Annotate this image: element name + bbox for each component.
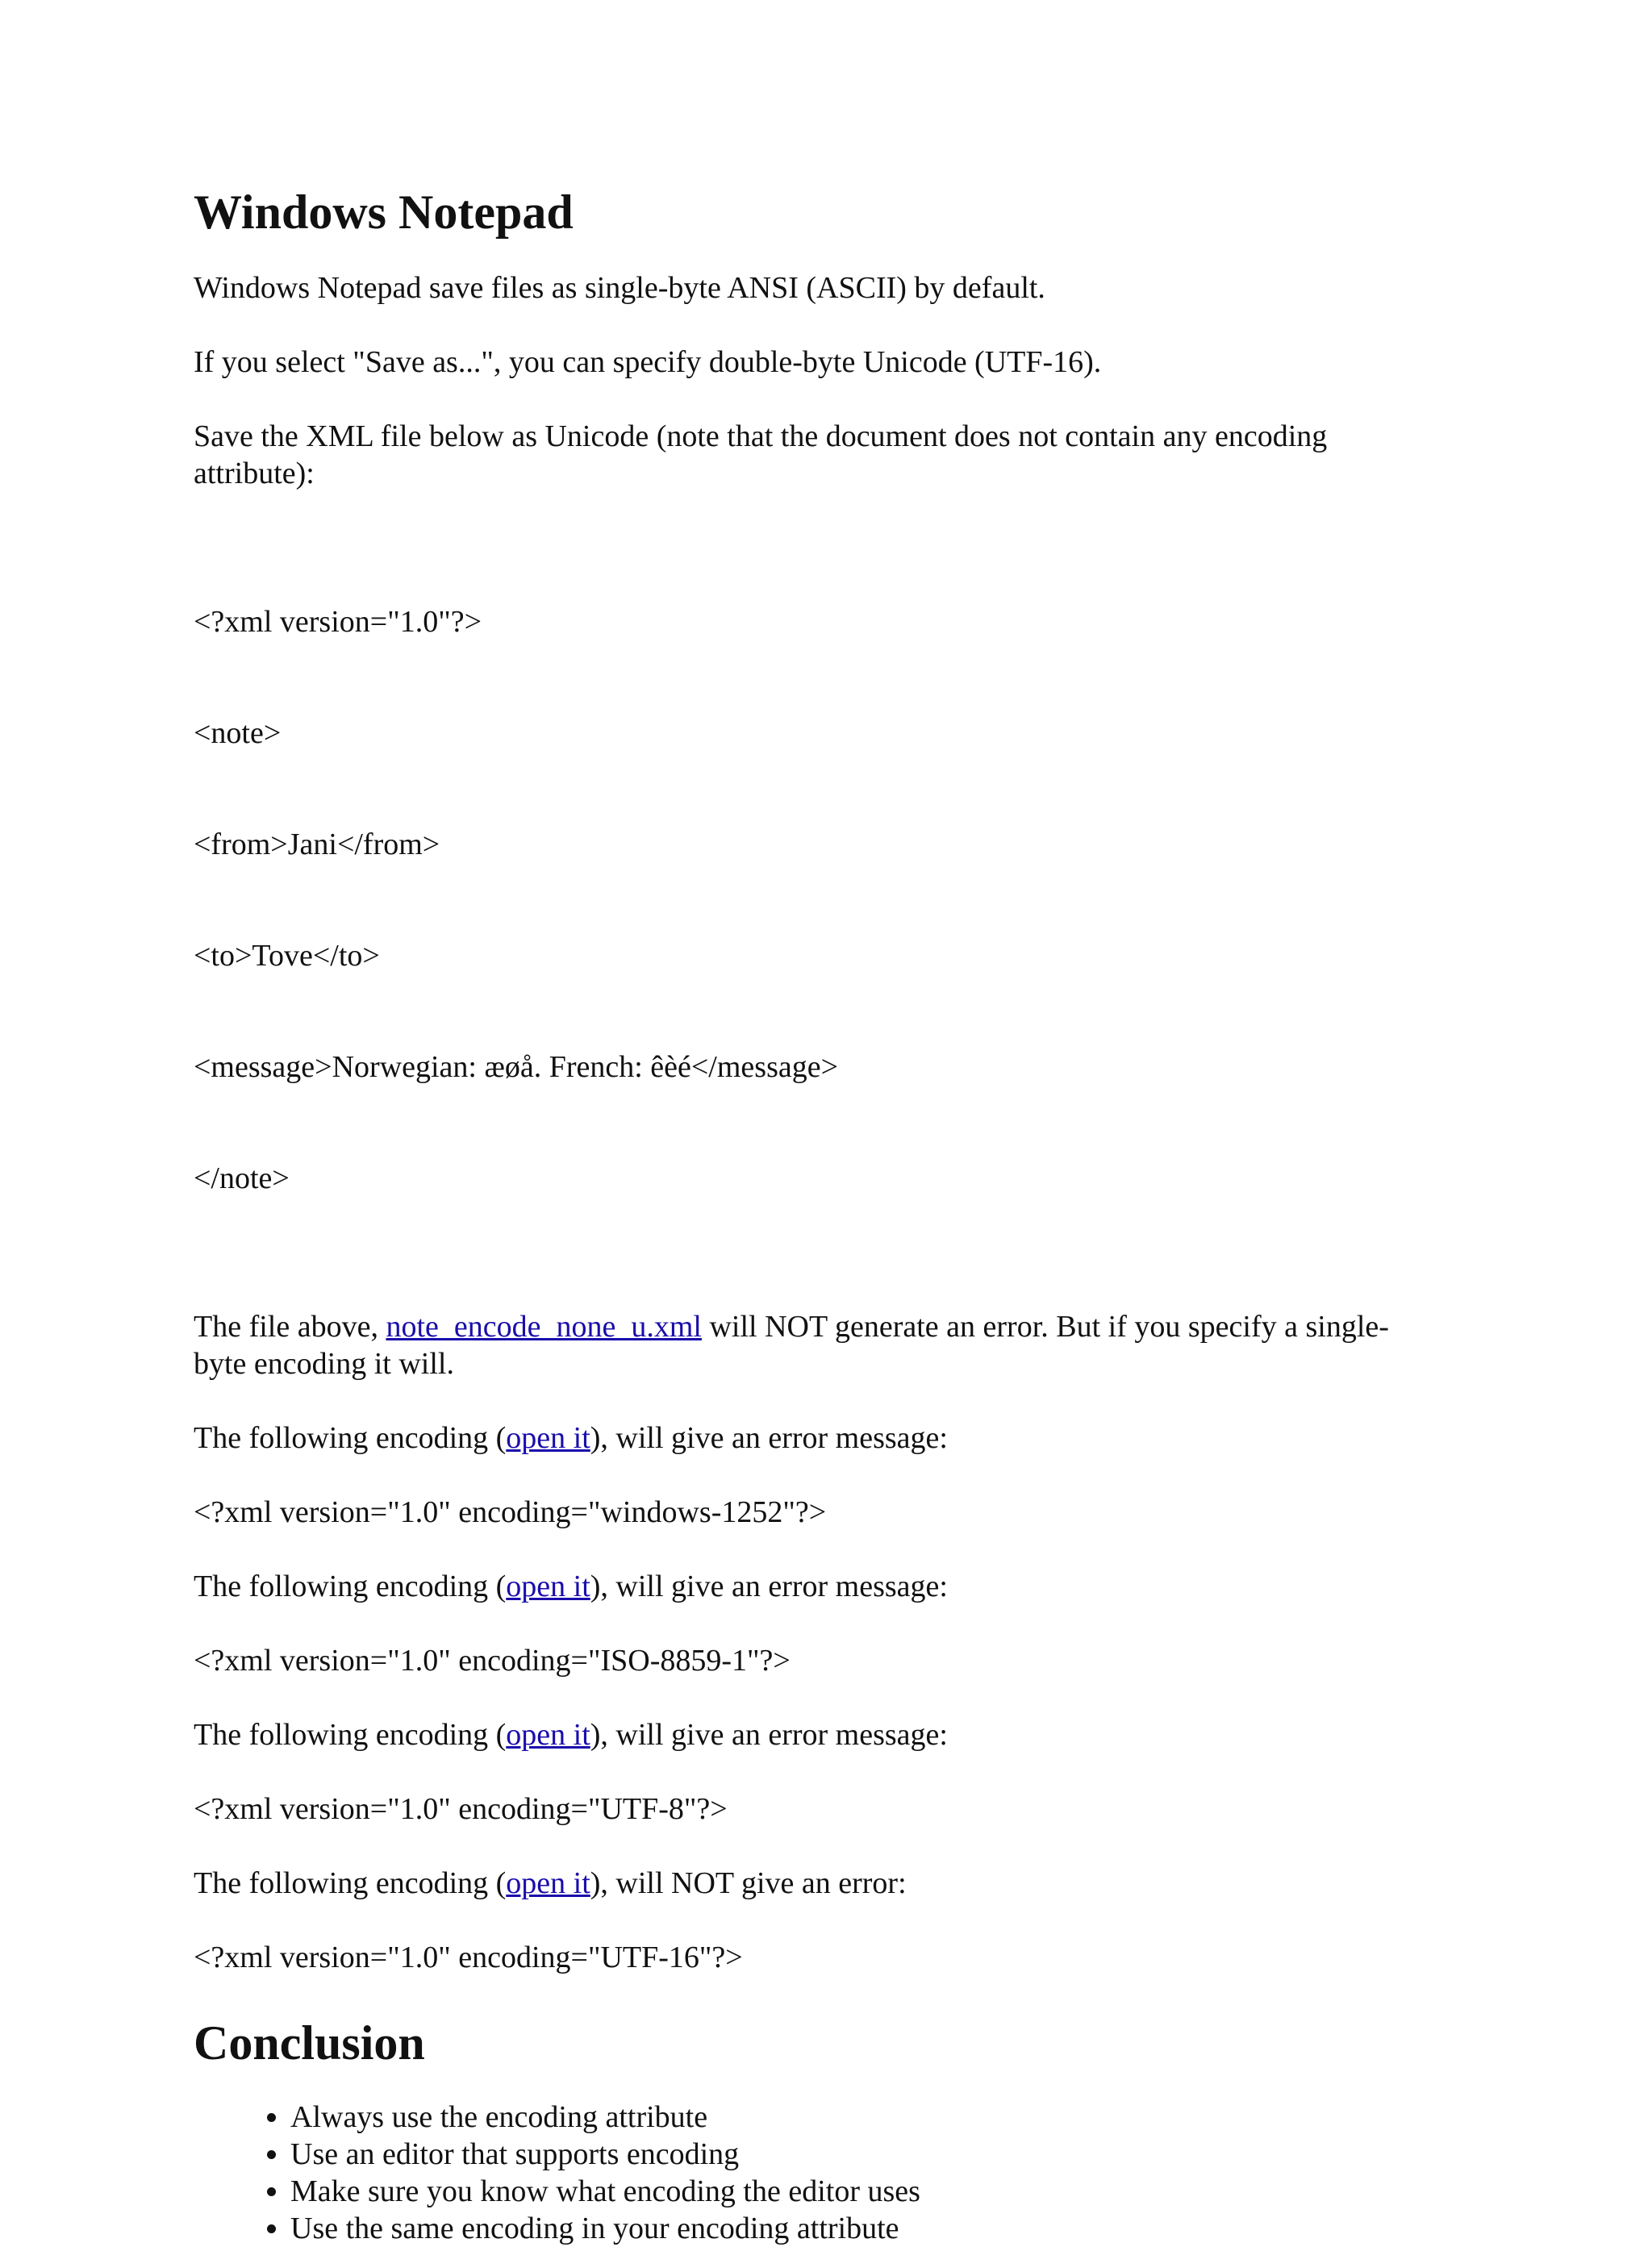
- xml-line: <?xml version="1.0"?>: [194, 605, 482, 639]
- heading-conclusion: Conclusion: [194, 2016, 425, 2070]
- heading-windows-notepad: Windows Notepad: [194, 186, 574, 239]
- paragraph-save-as: If you select "Save as...", you can specify double-byte Unicode (UTF-16).: [194, 345, 1102, 379]
- paragraph-example-iso-8859-1: [194, 1568, 1404, 1605]
- conclusion-list: [194, 2099, 1404, 2247]
- text-after-link: ), will give an error message:: [590, 1718, 948, 1752]
- link-open-it-iso-8859-1[interactable]: open it: [506, 1570, 590, 1603]
- link-open-it-windows-1252[interactable]: open it: [506, 1421, 590, 1455]
- text-before-link: The following encoding (: [194, 1718, 507, 1752]
- text-before-link: The following encoding (: [194, 1421, 507, 1455]
- link-note-encode-none-u-xml[interactable]: note_encode_none_u.xml: [386, 1310, 702, 1344]
- text-before-link: The following encoding (: [194, 1866, 507, 1900]
- paragraph-example-utf-8: [194, 1716, 1404, 1753]
- text-after-link: will NOT generate an error. But if you specify a single-byte encoding it will.: [194, 1310, 1389, 1381]
- xml-line: <to>Tove</to>: [194, 939, 380, 973]
- text-after-link: ), will give an error message:: [590, 1421, 948, 1455]
- text-before-link: The following encoding (: [194, 1570, 507, 1603]
- paragraph-example-windows-1252: [194, 1419, 1404, 1457]
- list-item: • Always use the encoding attribute: [290, 2099, 1404, 2136]
- paragraph-file-above: [194, 1308, 1404, 1382]
- list-item: • Use an editor that supports encoding: [290, 2136, 1404, 2173]
- code-windows-1252: <?xml version="1.0" encoding="windows-1252"?>: [194, 1495, 827, 1529]
- link-open-it-utf-16[interactable]: open it: [506, 1866, 590, 1900]
- xml-line: <note>: [194, 716, 282, 750]
- text-before-link: The file above,: [194, 1310, 386, 1344]
- text-after-link: ), will give an error message:: [590, 1570, 948, 1603]
- code-utf-16: <?xml version="1.0" encoding="UTF-16"?>: [194, 1941, 743, 1974]
- document-page: [194, 186, 1404, 2247]
- paragraph-example-utf-16: [194, 1865, 1404, 1902]
- xml-line: <message>Norwegian: æøå. French: êèé</message>: [194, 1050, 839, 1084]
- code-utf-8: <?xml version="1.0" encoding="UTF-8"?>: [194, 1792, 728, 1826]
- xml-code-block: [194, 529, 1404, 1271]
- paragraph-default-encoding: Windows Notepad save files as single-byte ANSI (ASCII) by default.: [194, 271, 1045, 305]
- text-after-link: ), will NOT give an error:: [590, 1866, 907, 1900]
- code-iso-8859-1: <?xml version="1.0" encoding="ISO-8859-1"?>: [194, 1644, 791, 1678]
- xml-line: <from>Jani</from>: [194, 828, 440, 861]
- paragraph-save-unicode: Save the XML file below as Unicode (note that the document does not contain any encoding attribute):: [194, 419, 1328, 490]
- list-item: • Use the same encoding in your encoding attribute: [290, 2210, 1404, 2247]
- list-item: • Make sure you know what encoding the editor uses: [290, 2173, 1404, 2210]
- xml-line: </note>: [194, 1161, 290, 1195]
- link-open-it-utf-8[interactable]: open it: [506, 1718, 590, 1752]
